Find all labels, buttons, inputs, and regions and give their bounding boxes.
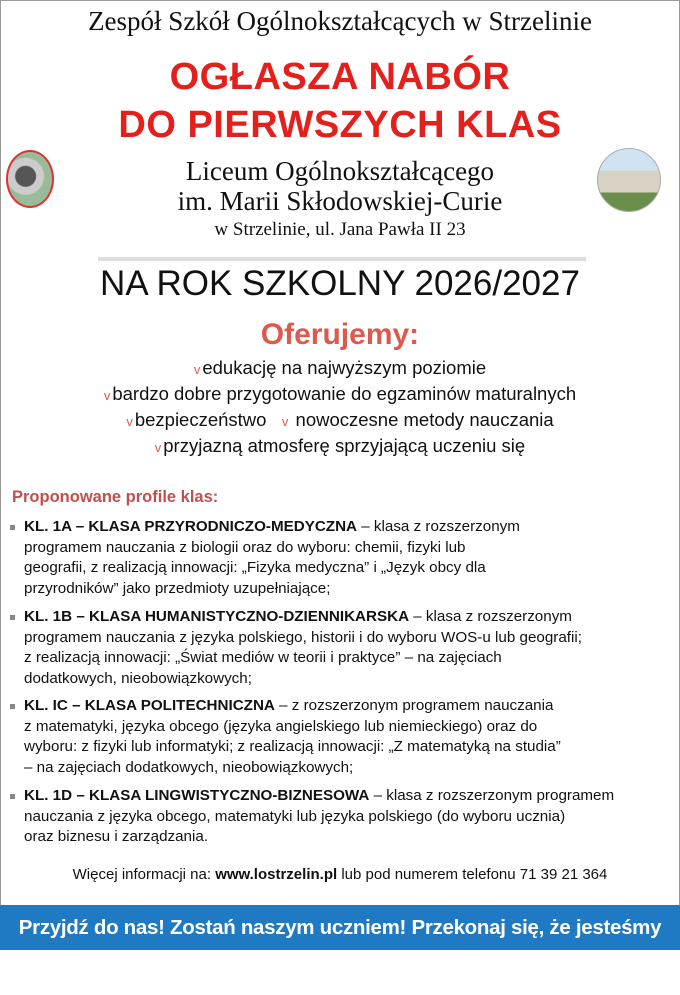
- offer-item: bardzo dobre przygotowanie do egzaminów maturalnych: [112, 383, 577, 404]
- profile-text: z realizacją innowacji: „Świat mediów w teorii i praktyce” – na zajęciach: [24, 649, 502, 666]
- profiles-title: Proponowane profile klas:: [12, 488, 219, 506]
- website-link[interactable]: www.lostrzelin.pl: [215, 866, 338, 883]
- profile-text: – klasa z rozszerzonym programem: [369, 787, 615, 804]
- offer-item: przyjazną atmosferę sprzyjającą uczeniu się: [163, 435, 526, 456]
- profile-text: – klasa z rozszerzonym: [357, 518, 520, 535]
- check-icon: v: [126, 414, 133, 429]
- offer-line: [0, 435, 680, 457]
- profile-text: z matematyki, języka obcego (języka angielskiego lub niemieckiego) oraz do: [24, 717, 538, 735]
- profile-text: – klasa z rozszerzonym: [409, 608, 572, 625]
- profile-text: – na zajęciach dodatkowych, nieobowiązkowych;: [24, 758, 354, 776]
- check-icon: v: [281, 414, 289, 429]
- profile-item: [10, 786, 672, 848]
- profile-text: oraz biznesu i zarządzania.: [24, 828, 209, 845]
- check-icon: v: [193, 362, 201, 377]
- footer-slogan: Przyjdź do nas! Zostań naszym uczniem! Przekonaj się, że jesteśmy najlepsi!: [0, 905, 680, 950]
- profile-text: przyrodników” jako przedmioty uzupełniające;: [24, 579, 331, 597]
- school-name: Zespół Szkół Ogólnokształcących w Strzelinie: [88, 6, 592, 36]
- check-icon: v: [154, 440, 162, 455]
- profile-name: KL. 1A – KLASA PRZYRODNICZO-MEDYCZNA: [24, 518, 358, 535]
- profile-item: [10, 696, 672, 778]
- bullet-icon: [10, 704, 15, 709]
- profile-text: dodatkowych, nieobowiązkowych;: [24, 669, 252, 687]
- lyceum-address: w Strzelinie, ul. Jana Pawła II 23: [214, 219, 466, 240]
- lyceum-name: Liceum Ogólnokształcącego: [185, 156, 495, 186]
- bullet-icon: [10, 525, 15, 530]
- check-icon: v: [103, 388, 111, 403]
- school-year: NA ROK SZKOLNY 2026/2027: [100, 264, 580, 303]
- info-phone: lub pod numerem telefonu 71 39 21 364: [337, 866, 608, 883]
- offer-line: [0, 383, 680, 405]
- offer-line: [0, 357, 680, 379]
- profile-item: [10, 607, 672, 689]
- headline-line-1: OGŁASZA NABÓR: [169, 56, 511, 98]
- divider: [98, 257, 586, 261]
- contact-info: [0, 866, 680, 883]
- profile-text: programem nauczania z języka polskiego, historii i do wyboru WOS-u lub geografii;: [24, 628, 582, 646]
- lyceum-patron: im. Marii Skłodowskiej-Curie: [177, 186, 503, 216]
- bullet-icon: [10, 794, 15, 799]
- bullet-icon: [10, 615, 15, 620]
- profile-text: wyboru: z fizyki lub informatyki; z realizacją innowacji: „Z matematyką na studia”: [24, 738, 561, 755]
- headline-line-2: DO PIERWSZYCH KLAS: [118, 104, 562, 146]
- info-prefix: Więcej informacji na:: [72, 866, 216, 883]
- profile-text: nauczania z języka obcego, matematyki lub języka polskiego (do wyboru ucznia): [24, 807, 566, 825]
- profile-name: KL. IC – KLASA POLITECHNICZNA: [24, 697, 275, 714]
- profile-name: KL. 1B – KLASA HUMANISTYCZNO-DZIENNIKARSKA: [24, 608, 410, 625]
- profile-name: KL. 1D – KLASA LINGWISTYCZNO-BIZNESOWA: [24, 787, 370, 804]
- profile-text: – z rozszerzonym programem nauczania: [274, 697, 554, 714]
- offer-item: nowoczesne metody nauczania: [295, 409, 554, 430]
- offer-item: bezpieczeństwo: [134, 409, 267, 430]
- profile-text: programem nauczania z biologii oraz do wyboru: chemii, fizyki lub: [24, 538, 466, 556]
- offer-title: Oferujemy:: [260, 318, 420, 351]
- profile-item: [10, 517, 672, 599]
- profile-text: geografii, z realizacją innowacji: „Fizyka medyczna” i „Język obcy dla: [24, 559, 486, 576]
- offer-item: edukację na najwyższym poziomie: [202, 357, 487, 378]
- offer-line: [0, 409, 680, 431]
